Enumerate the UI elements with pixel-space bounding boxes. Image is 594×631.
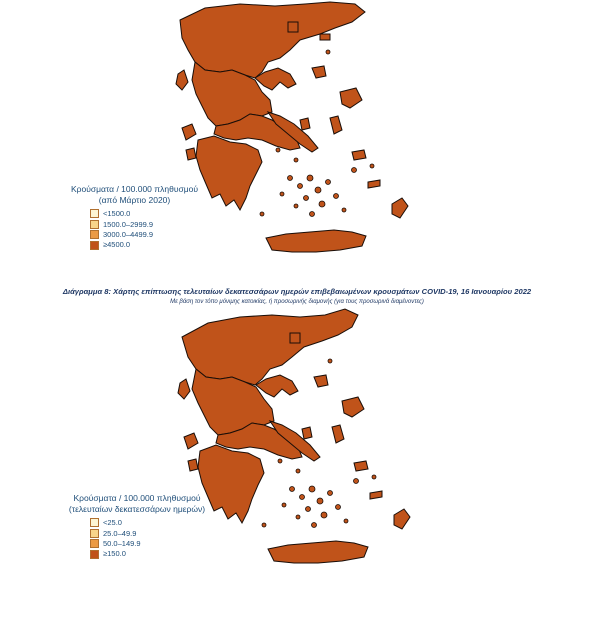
figure-caption <box>0 287 594 305</box>
island-crete <box>266 230 366 252</box>
island-samothrace <box>320 34 330 40</box>
legend-label: 50.0–149.9 <box>103 539 141 548</box>
island-kefalonia <box>184 433 198 449</box>
legend-item <box>90 518 212 527</box>
island-thasos <box>288 22 298 32</box>
legend-label: ≥4500.0 <box>103 240 131 250</box>
legend-swatch <box>90 209 99 218</box>
region-macedonia-thrace <box>180 2 365 78</box>
island-zakynthos <box>188 459 198 471</box>
legend-swatch <box>90 230 99 239</box>
legend-label: <25.0 <box>103 518 122 528</box>
island-lemnos <box>314 375 328 387</box>
legend-swatch <box>90 220 99 229</box>
island-kos <box>370 491 382 499</box>
caption-subtitle: Με βάση τον τόπο μόνιμης κατοικίας, ή προσωρινής διαμονής (για τους προσωρινά διαμένοντες) <box>170 299 424 305</box>
island-samos <box>352 150 366 160</box>
legend-map-2 <box>62 493 212 559</box>
caption-title: Διάγραμμα 8: Χάρτης επίπτωσης τελευταίων δεκατεσσάρων ημερών επιβεβαιωμένων κρουσμάτων COVID-19, 16 Ιανουαρίου 2022 <box>62 287 532 296</box>
legend-item <box>90 220 207 229</box>
legend-swatch <box>90 241 99 250</box>
legend-item <box>90 209 207 218</box>
island-corfu <box>178 379 190 399</box>
legend-item <box>90 539 212 548</box>
legend-title: Κρούσματα / 100.000 πληθυσμού <box>71 184 198 194</box>
legend-swatch <box>90 539 99 548</box>
island-chios <box>332 425 344 443</box>
island-zakynthos <box>186 148 196 160</box>
legend-item <box>90 240 207 249</box>
island-crete <box>268 541 368 563</box>
legend-label: 3000.0–4499.9 <box>103 230 154 239</box>
legend-label: 25.0–49.9 <box>103 528 137 538</box>
island-skyros <box>300 118 310 130</box>
island-lesvos <box>340 88 362 108</box>
island-lesvos <box>342 397 364 417</box>
legend-item <box>90 529 212 538</box>
legend-label: ≥150.0 <box>103 549 126 559</box>
island-kos <box>368 180 380 188</box>
region-macedonia-thrace <box>182 309 358 385</box>
island-thasos <box>290 333 300 343</box>
island-rhodes <box>394 509 410 529</box>
legend-swatch <box>90 529 99 538</box>
legend-label: 1500.0–2999.9 <box>103 219 154 229</box>
legend-subtitle: (από Μάρτιο 2020) <box>98 194 171 205</box>
island-rhodes <box>392 198 408 218</box>
legend-item <box>90 230 207 239</box>
island-corfu <box>176 70 188 90</box>
legend-swatch <box>90 518 99 527</box>
island-lemnos <box>312 66 326 78</box>
legend-subtitle: (τελευταίων δεκατεσσάρων ημερών) <box>68 503 206 514</box>
island-skyros <box>302 427 312 439</box>
legend-label: <1500.0 <box>103 209 131 219</box>
island-kefalonia <box>182 124 196 140</box>
legend-title: Κρούσματα / 100.000 πληθυσμού <box>73 493 201 503</box>
island-samos <box>354 461 368 471</box>
legend-swatch <box>90 550 99 559</box>
legend-item <box>90 549 212 558</box>
legend-map-1 <box>62 184 207 250</box>
island-chios <box>330 116 342 134</box>
